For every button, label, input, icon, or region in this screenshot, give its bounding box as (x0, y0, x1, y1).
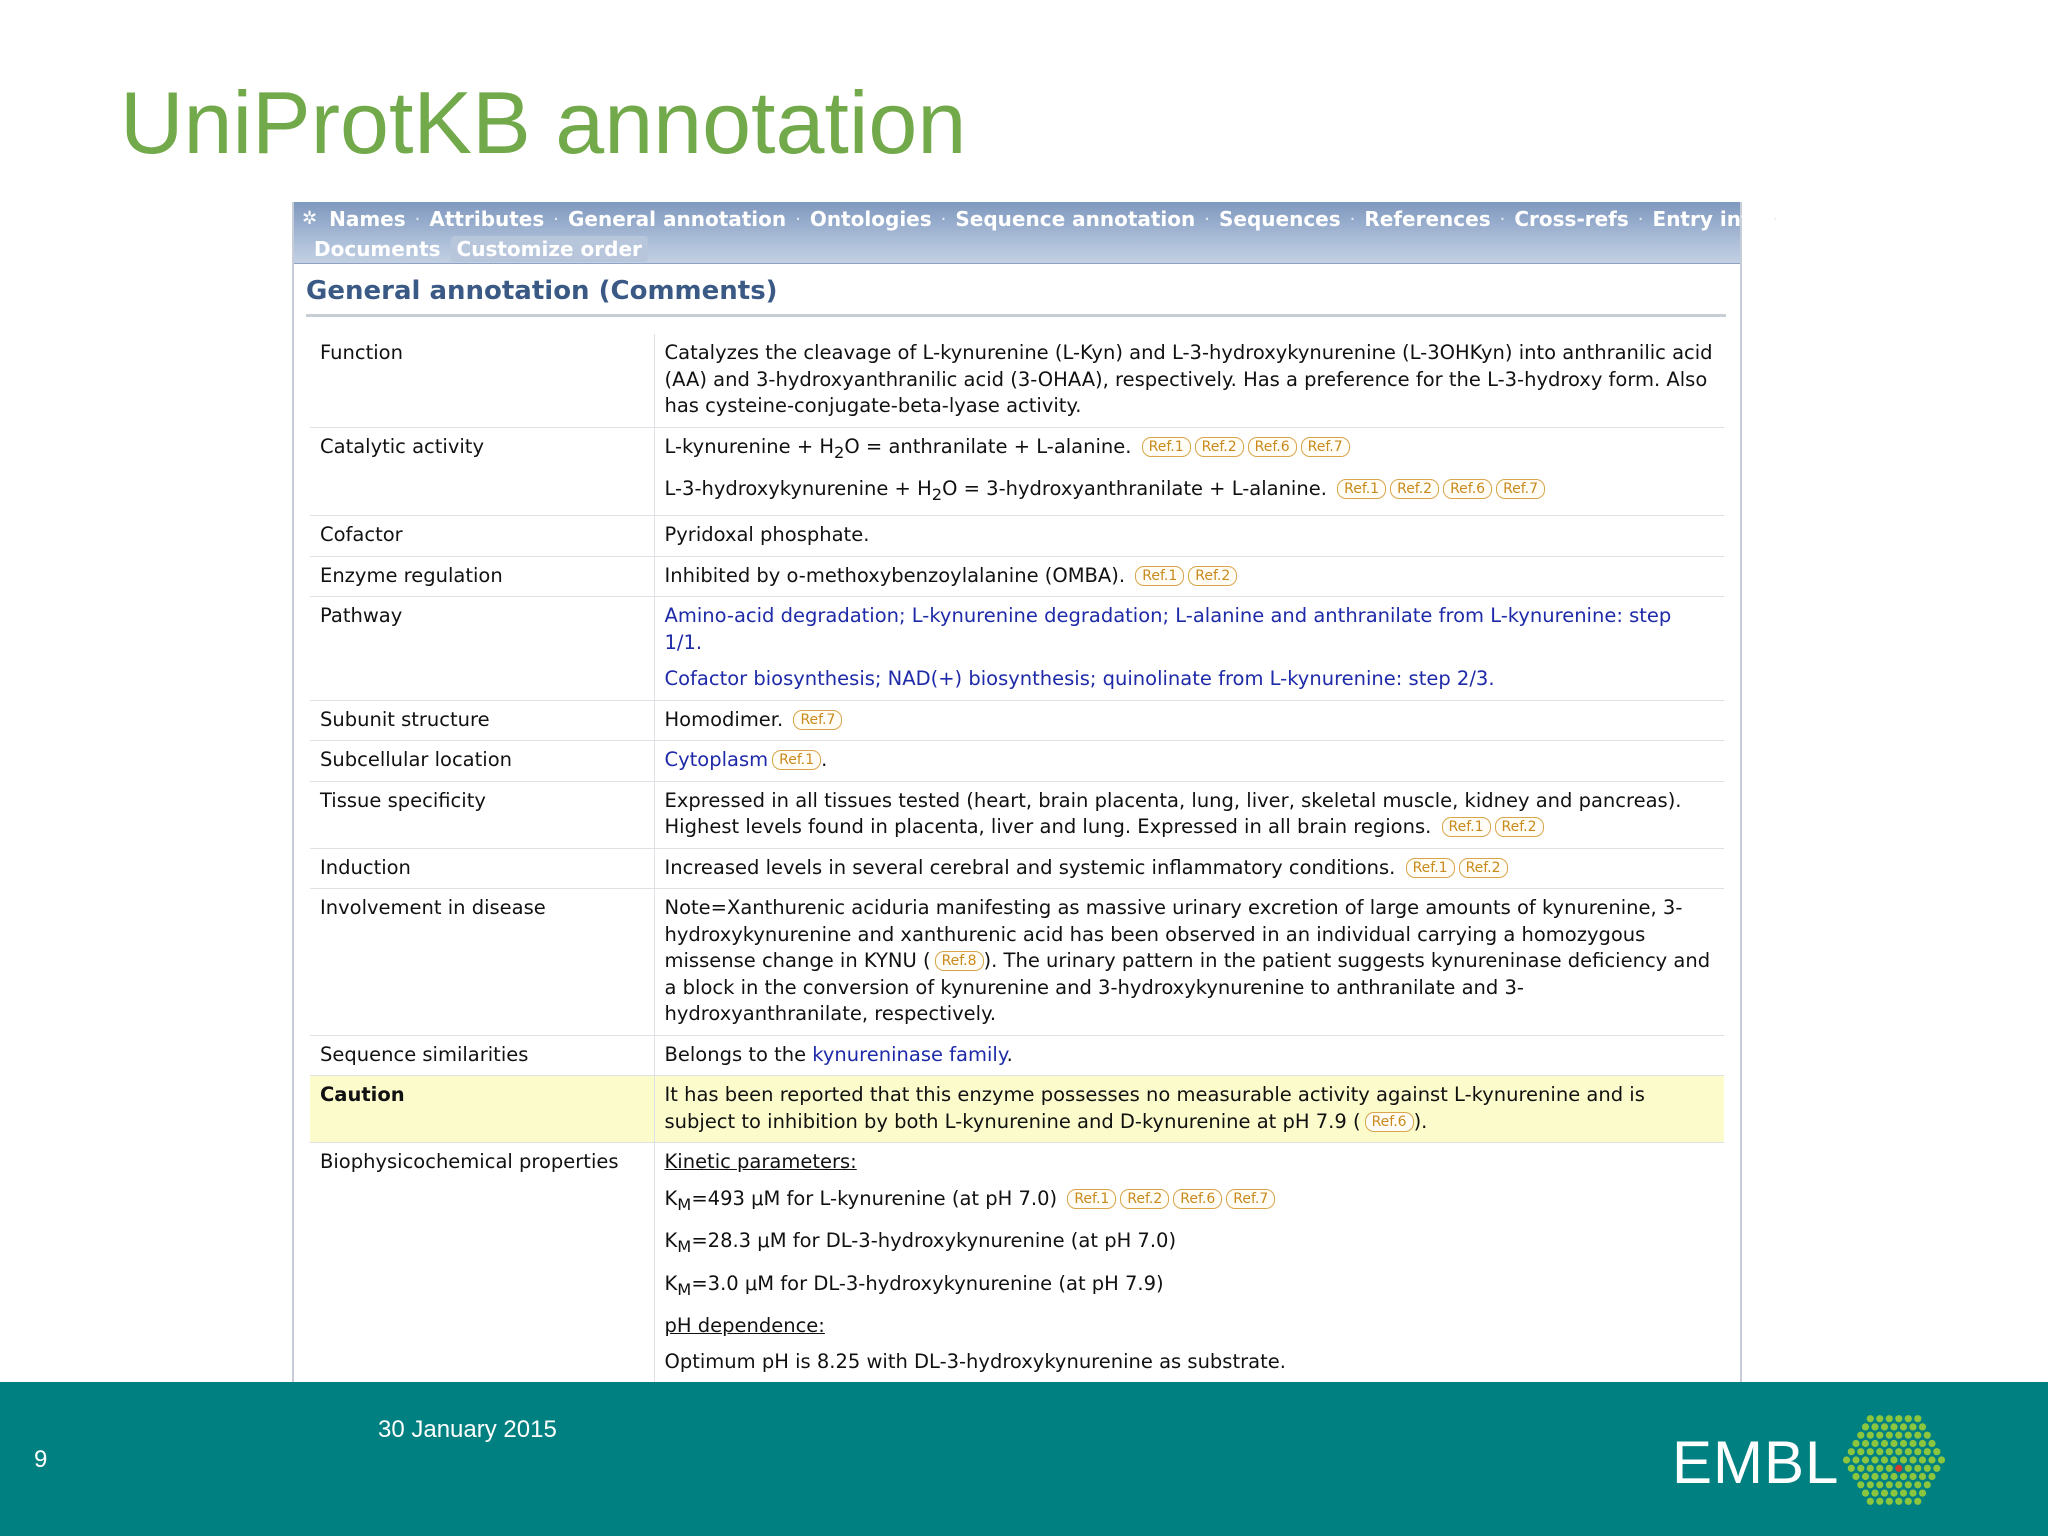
nav-separator: · (795, 208, 801, 230)
ref-2-link[interactable]: Ref.2 (1188, 566, 1237, 586)
ref-6-link[interactable]: Ref.6 (1173, 1189, 1222, 1209)
logo-dot (1900, 1473, 1907, 1480)
logo-dot (1928, 1473, 1935, 1480)
logo-dot (1905, 1481, 1912, 1488)
kinetic-parameters-heading: Kinetic parameters: (664, 1150, 857, 1174)
logo-dot (1924, 1481, 1931, 1488)
logo-dot (1895, 1465, 1902, 1472)
row-value-caution: It has been reported that this enzyme possesses no measurable activity against L-kynurenine and is subject to inhibition by both L-kynurenine and D-kynurenine at pH 7.9 ( Ref.6 ). (654, 1076, 1724, 1143)
ref-6-link[interactable]: Ref.6 (1365, 1112, 1414, 1132)
logo-dot (1848, 1448, 1855, 1455)
row-label-involvement-in-disease: Involvement in disease (310, 889, 654, 1036)
nav-ontologies[interactable]: Ontologies (809, 207, 932, 231)
logo-dot (1871, 1473, 1878, 1480)
logo-dot (1914, 1498, 1921, 1505)
row-value-enzyme-regulation: Inhibited by o-methoxybenzoylalanine (OMBA). Ref.1 Ref.2 (654, 556, 1724, 597)
nav-separator: · (414, 208, 421, 230)
row-value-subunit-structure: Homodimer. Ref.7 (654, 700, 1724, 741)
ref-1-link[interactable]: Ref.1 (772, 750, 821, 770)
catalytic-reaction-2: L-3-hydroxykynurenine + $H_2O$ = 3-hydroxyanthranilate + L-alanine. Ref.1 Ref.2 Ref.6 Ref.7 (665, 476, 1715, 508)
logo-dot (1852, 1456, 1859, 1463)
row-label-sequence-similarities: Sequence similarities (310, 1035, 654, 1076)
pathway-link-2[interactable]: Cofactor biosynthesis; NAD(+) biosynthesis; quinolinate from L-kynurenine: step 2/3. (664, 667, 1495, 691)
nav-cross-refs[interactable]: Cross-refs (1514, 207, 1629, 231)
nav-sequence-annotation[interactable]: Sequence annotation (955, 207, 1196, 231)
ref-7-link[interactable]: Ref.7 (1301, 437, 1350, 457)
logo-dot (1890, 1440, 1897, 1447)
row-value-sequence-similarities: Belongs to the kynureninase family. (654, 1035, 1724, 1076)
slide-title: UniProtKB annotation (120, 73, 967, 172)
logo-dot (1881, 1473, 1888, 1480)
logo-dot (1867, 1481, 1874, 1488)
km-value-3: $K_M=3.0$ μM for DL-3-hydroxykynurenine (at pH 7.9) (664, 1271, 1164, 1299)
logo-dot (1886, 1415, 1893, 1422)
row-value-subcellular-location: Cytoplasm Ref.1 . (654, 741, 1724, 782)
logo-dot (1895, 1415, 1902, 1422)
row-value-cofactor: Pyridoxal phosphate. (654, 516, 1724, 557)
nav-documents[interactable]: Documents (314, 237, 441, 261)
logo-dot (1938, 1456, 1945, 1463)
logo-dot (1909, 1490, 1916, 1497)
nav-separator: · (1772, 208, 1779, 230)
ref-2-link[interactable]: Ref.2 (1459, 858, 1508, 878)
row-label-induction: Induction (310, 848, 654, 889)
logo-dot (1871, 1440, 1878, 1447)
table-row (310, 781, 1724, 848)
logo-dot (1900, 1456, 1907, 1463)
row-value-involvement-in-disease: Note=Xanthurenic aciduria manifesting as massive urinary excretion of large amounts of kynurenine, 3-hydroxykynurenine and xanthurenic acid has been observed in an individual carrying a homozygous missense change in KYNU ( Ref.8 ). The urinary pattern in the patient suggests kynureninase deficiency and a block in the conversion of kynurenine and 3-hydroxykynurenine to anthranilate and 3-hydroxyanthranilate, respectively. (654, 889, 1724, 1036)
embl-hexagon-logo-icon (1838, 1402, 1950, 1518)
embl-logo-text: EMBL (1672, 1429, 1840, 1496)
table-row (310, 741, 1724, 782)
catalytic-reaction-1: L-kynurenine + $H_2O$ = anthranilate + L-alanine. Ref.1 Ref.2 Ref.6 Ref.7 (665, 434, 1715, 466)
table-row (310, 848, 1724, 889)
logo-dot (1933, 1448, 1940, 1455)
row-label-subcellular-location: Subcellular location (310, 741, 654, 782)
ref-1-link[interactable]: Ref.1 (1142, 437, 1191, 457)
logo-dot (1886, 1498, 1893, 1505)
logo-dot (1886, 1448, 1893, 1455)
table-row (310, 597, 1724, 701)
logo-dot (1876, 1448, 1883, 1455)
logo-dot (1914, 1448, 1921, 1455)
logo-dot (1919, 1490, 1926, 1497)
logo-dot (1843, 1456, 1850, 1463)
ref-2-link[interactable]: Ref.2 (1195, 437, 1244, 457)
nav-separator: · (553, 208, 560, 230)
nav-attributes[interactable]: Attributes (429, 207, 545, 231)
logo-dot (1905, 1498, 1912, 1505)
nav-separator: · (1204, 208, 1210, 230)
page-number: 9 (34, 1446, 48, 1473)
km-value-2: $K_M=28.3$ μM for DL-3-hydroxykynurenine (at pH 7.0) (664, 1229, 1177, 1257)
ref-7-link[interactable]: Ref.7 (1226, 1189, 1275, 1209)
logo-dot (1881, 1490, 1888, 1497)
logo-dot (1909, 1473, 1916, 1480)
nav-row-2 (302, 234, 1730, 264)
logo-dot (1909, 1440, 1916, 1447)
logo-dot (1871, 1456, 1878, 1463)
logo-dot (1919, 1440, 1926, 1447)
logo-dot (1881, 1456, 1888, 1463)
logo-dot (1909, 1423, 1916, 1430)
customize-order-button[interactable]: Customize order (451, 236, 648, 262)
logo-dot (1905, 1448, 1912, 1455)
logo-dot (1881, 1440, 1888, 1447)
logo-dot (1914, 1465, 1921, 1472)
nav-separator: · (1349, 208, 1356, 230)
nav-separator: · (940, 208, 947, 230)
logo-dot (1862, 1473, 1869, 1480)
logo-dot (1862, 1440, 1869, 1447)
row-value-induction: Increased levels in several cerebral and systemic inflammatory conditions. Ref.1 Ref.2 (654, 848, 1724, 889)
uniprot-screenshot (292, 202, 1779, 1382)
row-label-enzyme-regulation: Enzyme regulation (310, 556, 654, 597)
logo-dot (1890, 1456, 1897, 1463)
ref-1-link[interactable]: Ref.1 (1406, 858, 1455, 878)
annotation-table (310, 334, 1724, 1451)
ref-1-link[interactable]: Ref.1 (1442, 817, 1491, 837)
ref-1-link[interactable]: Ref.1 (1337, 479, 1386, 499)
row-label-biophysicochemical-properties: Biophysicochemical properties (310, 1143, 654, 1384)
table-row (310, 700, 1724, 741)
row-value-pathway (654, 597, 1724, 701)
ref-2-link[interactable]: Ref.2 (1120, 1189, 1169, 1209)
logo-dot (1900, 1440, 1907, 1447)
logo-dot (1886, 1432, 1893, 1439)
logo-dot (1905, 1465, 1912, 1472)
logo-dot (1871, 1423, 1878, 1430)
nav-names[interactable]: Names (329, 207, 406, 231)
nav-references[interactable]: References (1364, 207, 1491, 231)
nav-general-annotation[interactable]: General annotation (568, 207, 787, 231)
logo-dot (1895, 1498, 1902, 1505)
nav-separator: · (1499, 208, 1506, 230)
table-row (310, 1035, 1724, 1076)
logo-dot (1852, 1440, 1859, 1447)
ref-2-link[interactable]: Ref.2 (1390, 479, 1439, 499)
logo-dot (1928, 1456, 1935, 1463)
logo-dot (1914, 1481, 1921, 1488)
table-row (310, 889, 1724, 1036)
footer-date: 30 January 2015 (378, 1416, 557, 1443)
logo-dot (1867, 1415, 1874, 1422)
km-value-1: $K_M=493$ μM for L-kynurenine (at pH 7.0) Ref.1 Ref.2 Ref.6 Ref.7 (665, 1186, 1715, 1218)
logo-dot (1895, 1432, 1902, 1439)
logo-dot (1905, 1432, 1912, 1439)
section-heading: General annotation (Comments) (306, 276, 1726, 317)
logo-dot (1862, 1423, 1869, 1430)
logo-dot (1919, 1456, 1926, 1463)
logo-dot (1914, 1432, 1921, 1439)
logo-dot (1928, 1440, 1935, 1447)
logo-dot (1876, 1432, 1883, 1439)
row-label-subunit-structure: Subunit structure (310, 700, 654, 741)
logo-dot (1862, 1490, 1869, 1497)
ref-6-link[interactable]: Ref.6 (1248, 437, 1297, 457)
cytoplasm-link[interactable]: Cytoplasm (664, 748, 769, 772)
ref-7-link[interactable]: Ref.7 (793, 710, 842, 730)
logo-dot (1919, 1423, 1926, 1430)
table-row (310, 334, 1724, 427)
nav-sequences[interactable]: Sequences (1219, 207, 1341, 231)
row-label-catalytic-activity: Catalytic activity (310, 427, 654, 516)
row-label-cofactor: Cofactor (310, 516, 654, 557)
row-value-tissue-specificity: Expressed in all tissues tested (heart, brain placenta, lung, liver, skeletal muscle, kidney and pancreas). Highest levels found in placenta, liver and lung. Expressed in all brain regions. Ref.1 Ref.2 (654, 781, 1724, 848)
ph-dependence-text: Optimum pH is 8.25 with DL-3-hydroxykynurenine as substrate. (664, 1350, 1286, 1374)
ref-1-link[interactable]: Ref.1 (1067, 1189, 1116, 1209)
logo-dot (1890, 1473, 1897, 1480)
ref-7-link[interactable]: Ref.7 (1496, 479, 1545, 499)
logo-dot (1924, 1432, 1931, 1439)
logo-dot (1933, 1465, 1940, 1472)
ref-8-link[interactable]: Ref.8 (935, 951, 984, 971)
logo-dot (1914, 1415, 1921, 1422)
logo-dot (1867, 1465, 1874, 1472)
logo-dot (1867, 1498, 1874, 1505)
row-label-function: Function (310, 334, 654, 427)
slide-footer (0, 1382, 2048, 1536)
logo-dot (1848, 1465, 1855, 1472)
logo-dot (1890, 1490, 1897, 1497)
kynureninase-family-link[interactable]: kynureninase family (812, 1042, 1007, 1066)
logo-dot (1886, 1481, 1893, 1488)
row-label-tissue-specificity: Tissue specificity (310, 781, 654, 848)
logo-dot (1862, 1456, 1869, 1463)
table-row (310, 516, 1724, 557)
section-nav-bar (294, 202, 1779, 264)
table-row (310, 1143, 1724, 1384)
logo-dot (1857, 1432, 1864, 1439)
logo-dot (1924, 1448, 1931, 1455)
ref-1-link[interactable]: Ref.1 (1135, 566, 1184, 586)
nav-entry-info[interactable]: Entry info (1652, 207, 1764, 231)
nav-separator: · (1637, 208, 1644, 230)
uniprot-logo-icon: ✲ (302, 208, 318, 229)
logo-dot (1924, 1465, 1931, 1472)
logo-dot (1890, 1423, 1897, 1430)
row-value-function: Catalyzes the cleavage of L-kynurenine (L-Kyn) and L-3-hydroxykynurenine (L-3OHKyn) into anthranilic acid (AA) and 3-hydroxyanthranilic acid (3-OHAA), respectively. Has a preference for the L-3-hydroxy form. Also has cysteine-conjugate-beta-lyase activity. (654, 334, 1724, 427)
logo-dot (1852, 1473, 1859, 1480)
logo-dot (1876, 1481, 1883, 1488)
logo-dot (1895, 1481, 1902, 1488)
pathway-link-1[interactable]: Amino-acid degradation; L-kynurenine degradation; L-alanine and anthranilate from L-kynurenine: step 1/1. (664, 604, 1672, 654)
ph-dependence-heading: pH dependence: (664, 1313, 825, 1337)
logo-dot (1867, 1448, 1874, 1455)
logo-dot (1871, 1490, 1878, 1497)
logo-dot (1900, 1490, 1907, 1497)
ref-2-link[interactable]: Ref.2 (1495, 817, 1544, 837)
logo-dot (1886, 1465, 1893, 1472)
logo-dot (1876, 1498, 1883, 1505)
logo-dot (1895, 1448, 1902, 1455)
row-value-biophysicochemical-properties (654, 1143, 1724, 1384)
logo-dot (1857, 1448, 1864, 1455)
table-row (310, 427, 1724, 516)
row-label-caution: Caution (310, 1076, 654, 1143)
table-row-caution (310, 1076, 1724, 1143)
logo-dot (1905, 1415, 1912, 1422)
logo-dot (1909, 1456, 1916, 1463)
ref-6-link[interactable]: Ref.6 (1443, 479, 1492, 499)
logo-dot (1857, 1465, 1864, 1472)
logo-dot (1876, 1465, 1883, 1472)
logo-dot (1900, 1423, 1907, 1430)
logo-dot (1867, 1432, 1874, 1439)
logo-dot (1881, 1423, 1888, 1430)
row-label-pathway: Pathway (310, 597, 654, 701)
row-value-catalytic-activity (654, 427, 1724, 516)
logo-dot (1919, 1473, 1926, 1480)
logo-dot (1876, 1415, 1883, 1422)
nav-row-1 (302, 204, 1779, 234)
logo-dot (1857, 1481, 1864, 1488)
table-row (310, 556, 1724, 597)
